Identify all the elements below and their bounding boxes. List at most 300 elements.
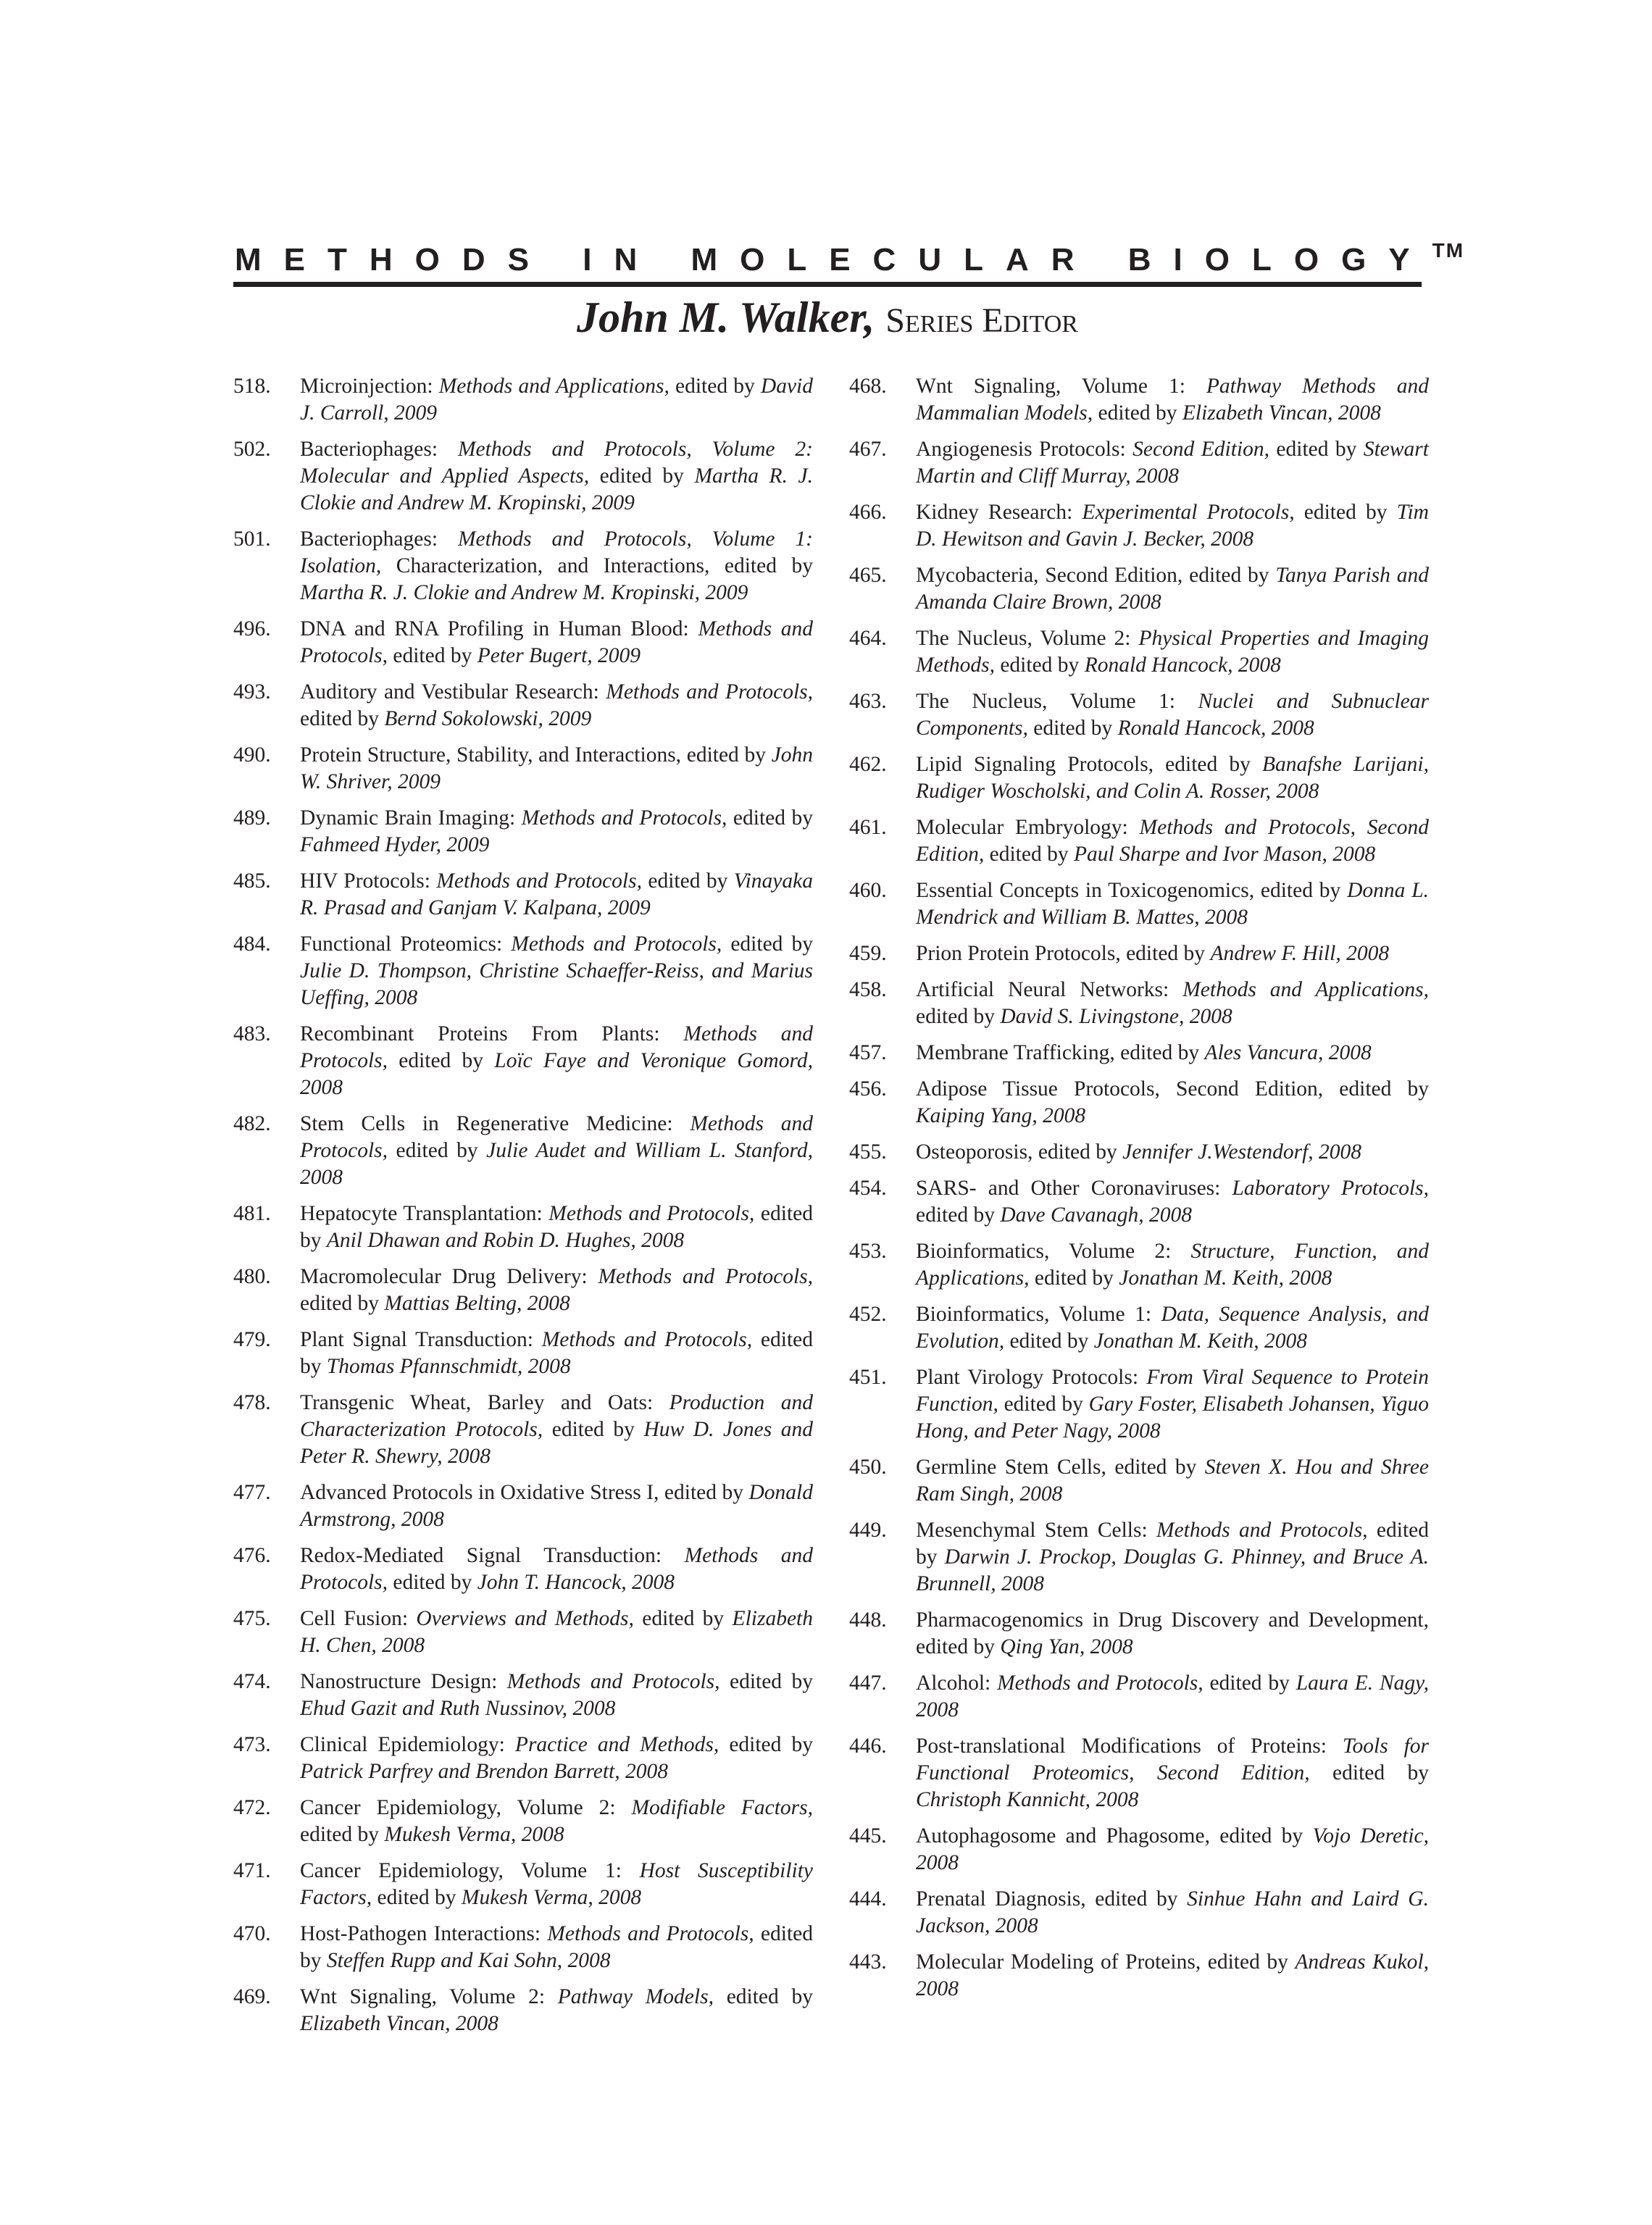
entry-subtitle: Methods and Protocols, xyxy=(511,932,722,956)
entry-editors: Julie D. Thompson, Christine Schaeffer-Reiss, and Marius Ueffing, 2008 xyxy=(300,959,813,1009)
list-item xyxy=(233,1669,813,1722)
entry-text xyxy=(300,1479,813,1533)
entry-edited-by: edited by xyxy=(388,1571,477,1594)
entry-number: 444. xyxy=(849,1887,887,1911)
entry-edited-by: edited by xyxy=(727,806,813,830)
list-item xyxy=(233,1606,813,1659)
entry-editors: Julie Audet and William L. Stanford, 2008 xyxy=(300,1139,813,1189)
entry-editors: John W. Shriver, 2009 xyxy=(300,743,813,793)
entry-edited-by: edited by xyxy=(543,1418,644,1441)
entry-number: 483. xyxy=(233,1022,271,1045)
entry-title: Redox-Mediated Signal Transduction: xyxy=(300,1544,685,1567)
entry-edited-by: edited by xyxy=(1004,1329,1094,1353)
entry-title: Prion Protein Protocols, xyxy=(916,942,1121,965)
entry-text xyxy=(300,1669,813,1722)
entry-text xyxy=(916,1301,1429,1355)
entry-subtitle: Modifiable Factors, xyxy=(631,1796,813,1819)
entry-number: 475. xyxy=(233,1607,271,1630)
entry-text xyxy=(916,373,1429,427)
entry-text xyxy=(916,625,1429,679)
entry-text xyxy=(916,1886,1429,1940)
entry-number: 459. xyxy=(849,942,887,965)
entry-title: The Nucleus, Volume 1: xyxy=(916,690,1198,713)
entry-text xyxy=(300,868,813,922)
entry-edited-by: edited by xyxy=(916,1005,1001,1028)
entry-text xyxy=(916,1517,1429,1598)
entry-subtitle: Experimental Protocols, xyxy=(1082,501,1295,524)
entry-text xyxy=(300,1201,813,1254)
entry-subtitle: Methods and Protocols, xyxy=(521,806,727,830)
entry-subtitle: Host Susceptibility Factors, xyxy=(300,1859,813,1909)
entry-text xyxy=(916,877,1429,931)
entry-editors: Donald Armstrong, 2008 xyxy=(300,1481,813,1531)
entry-editors: Martha R. J. Clokie and Andrew M. Kropinski, 2009 xyxy=(300,581,748,604)
editor-name: John M. Walker, xyxy=(577,293,875,341)
entry-subtitle: Methods and Protocols, xyxy=(300,617,813,667)
entry-text xyxy=(300,1858,813,1911)
entry-edited-by: edited by xyxy=(1029,1266,1119,1290)
entry-title: Plant Signal Transduction: xyxy=(300,1328,542,1351)
entry-edited-by: edited by xyxy=(722,932,813,956)
entry-subtitle: Methods and Applications, xyxy=(438,375,669,398)
list-item xyxy=(233,679,813,732)
entry-number: 462. xyxy=(849,753,887,776)
entry-text xyxy=(916,1076,1429,1130)
entry-subtitle: Methods and Protocols, xyxy=(997,1671,1203,1695)
entry-title: Dynamic Brain Imaging: xyxy=(300,806,522,830)
entry-subtitle: Methods and Protocols, xyxy=(506,1670,720,1693)
list-item xyxy=(849,499,1429,553)
entry-text xyxy=(916,499,1429,553)
entry-number: 482. xyxy=(233,1112,271,1135)
list-item xyxy=(233,1327,813,1380)
series-title xyxy=(235,239,1465,278)
entry-editors: Laura E. Nagy, 2008 xyxy=(916,1671,1429,1721)
entry-text xyxy=(916,1040,1429,1066)
list-item xyxy=(849,1949,1429,2003)
entry-text xyxy=(300,742,813,796)
entry-subtitle: Production and Characterization Protocols, xyxy=(300,1391,813,1441)
entry-text xyxy=(916,1670,1429,1724)
entry-edited-by: edited by xyxy=(1323,1077,1429,1101)
list-item xyxy=(849,1175,1429,1229)
list-item xyxy=(233,1479,813,1533)
list-item xyxy=(849,751,1429,805)
entry-editors: Thomas Pfannschmidt, 2008 xyxy=(326,1355,571,1378)
entry-title: Host-Pathogen Interactions: xyxy=(300,1922,548,1945)
entry-editors: John T. Hancock, 2008 xyxy=(477,1571,675,1594)
entry-title: Prenatal Diagnosis, xyxy=(916,1887,1086,1911)
list-item xyxy=(849,1364,1429,1445)
entry-edited-by: edited by xyxy=(719,1670,814,1693)
entry-editors: Martha R. J. Clokie and Andrew M. Kropinski, 2009 xyxy=(300,464,813,514)
entry-edited-by: edited by xyxy=(719,1733,813,1756)
entry-edited-by: edited by xyxy=(300,707,385,730)
entry-editors: David J. Carroll, 2009 xyxy=(300,375,813,425)
entry-title: Cancer Epidemiology, Volume 1: xyxy=(300,1859,640,1882)
entry-edited-by: edited by xyxy=(1093,401,1182,425)
entry-edited-by: edited by xyxy=(984,843,1074,866)
entry-title: Lipid Signaling Protocols, xyxy=(916,753,1154,776)
entry-editors: Mukesh Verma, 2008 xyxy=(461,1886,642,1909)
entry-text xyxy=(916,562,1429,616)
entry-subtitle: Methods and Protocols, Volume 1: Isolation, xyxy=(300,527,813,577)
list-item xyxy=(849,1238,1429,1292)
entry-editors: Stewart Martin and Cliff Murray, 2008 xyxy=(916,438,1429,488)
entry-number: 478. xyxy=(233,1391,271,1414)
entry-edited-by: edited by xyxy=(1114,1041,1205,1064)
entry-edited-by: edited by xyxy=(916,1635,1001,1658)
list-item xyxy=(849,1517,1429,1598)
entry-title: SARS- and Other Coronaviruses: xyxy=(916,1177,1232,1200)
entry-number: 451. xyxy=(849,1366,887,1389)
entry-title: Stem Cells in Regenerative Medicine: xyxy=(300,1112,691,1135)
entry-editors: Paul Sharpe and Ivor Mason, 2008 xyxy=(1073,843,1376,866)
entry-number: 502. xyxy=(233,438,271,461)
list-item xyxy=(849,688,1429,742)
entry-editors: Darwin J. Prockop, Douglas G. Phinney, and Bruce A. Brunnell, 2008 xyxy=(916,1545,1430,1595)
entry-subtitle: Methods and Protocols, xyxy=(436,869,642,893)
entry-edited-by: Characterization, and Interactions, edited by xyxy=(381,554,813,577)
entry-edited-by: edited by xyxy=(1032,1140,1123,1164)
entry-number: 461. xyxy=(849,816,887,839)
entry-edited-by: edited by xyxy=(300,1202,813,1252)
entry-number: 489. xyxy=(233,806,271,830)
entry-edited-by: edited by xyxy=(641,869,734,893)
list-item xyxy=(233,868,813,922)
entry-editors: Andreas Kukol, 2008 xyxy=(916,1950,1429,2000)
entry-title: Nanostructure Design: xyxy=(300,1670,507,1693)
list-item xyxy=(849,625,1429,679)
entry-editors: Loïc Faye and Veronique Gomord, 2008 xyxy=(300,1049,813,1099)
entry-number: 490. xyxy=(233,743,271,767)
entry-text xyxy=(300,1021,813,1101)
entry-number: 458. xyxy=(849,978,887,1001)
entry-subtitle: Pathway Methods and Mammalian Models, xyxy=(916,375,1429,425)
entry-editors: Huw D. Jones and Peter R. Shewry, 2008 xyxy=(300,1418,813,1468)
entry-text xyxy=(300,805,813,859)
entry-number: 454. xyxy=(849,1177,887,1200)
list-item xyxy=(849,373,1429,427)
entry-title: Cancer Epidemiology, Volume 2: xyxy=(300,1796,632,1819)
list-item xyxy=(849,977,1429,1030)
entry-editors: David S. Livingstone, 2008 xyxy=(1000,1005,1232,1028)
entry-number: 471. xyxy=(233,1859,271,1882)
entry-edited-by: edited by xyxy=(916,1203,1001,1227)
entry-edited-by: edited by xyxy=(994,654,1085,677)
entry-subtitle: Methods and Protocols, xyxy=(541,1328,753,1351)
entry-title: Bacteriophages: xyxy=(300,438,458,461)
entry-text xyxy=(300,373,813,427)
entry-title: Transgenic Wheat, Barley and Oats: xyxy=(300,1391,669,1414)
list-item xyxy=(849,1886,1429,1940)
list-item xyxy=(849,814,1429,868)
list-item xyxy=(849,1301,1429,1355)
entry-number: 476. xyxy=(233,1544,271,1567)
entry-text xyxy=(300,679,813,732)
series-title-text: METHODS IN MOLECULAR BIOLOGY xyxy=(235,242,1432,277)
entry-subtitle: Laboratory Protocols, xyxy=(1232,1177,1429,1200)
entry-editors: Dave Cavanagh, 2008 xyxy=(1000,1203,1192,1227)
entry-text xyxy=(916,751,1429,805)
entry-text xyxy=(916,940,1429,967)
list-item xyxy=(233,1921,813,1974)
left-column xyxy=(233,373,813,2047)
entry-editors: Steven X. Hou and Shree Ram Singh, 2008 xyxy=(916,1456,1430,1506)
list-item xyxy=(849,1040,1429,1066)
entry-edited-by: edited by xyxy=(1254,879,1348,902)
entry-editors: Elizabeth Vincan, 2008 xyxy=(1182,401,1381,425)
entry-title: Bacteriophages: xyxy=(300,527,458,551)
entry-number: 455. xyxy=(849,1140,887,1164)
entry-subtitle: Methods and Protocols, xyxy=(606,680,813,704)
entry-title: Angiogenesis Protocols: xyxy=(916,438,1133,461)
entry-subtitle: Second Edition, xyxy=(1132,438,1269,461)
entry-title: Adipose Tissue Protocols, Second Edition, xyxy=(916,1077,1324,1101)
entry-editors: Peter Bugert, 2009 xyxy=(477,644,641,667)
entry-subtitle: Structure, Function, and Applications, xyxy=(916,1240,1430,1290)
entry-editors: Elizabeth H. Chen, 2008 xyxy=(300,1607,813,1657)
entry-number: 446. xyxy=(849,1735,887,1758)
entry-title: The Nucleus, Volume 2: xyxy=(916,627,1139,650)
entry-edited-by: edited by xyxy=(1085,1887,1188,1911)
list-item xyxy=(849,877,1429,931)
entry-text xyxy=(300,1327,813,1380)
entry-editors: Tim D. Hewitson and Gavin J. Becker, 2008 xyxy=(916,501,1429,551)
entry-title: DNA and RNA Profiling in Human Blood: xyxy=(300,617,698,640)
entry-number: 477. xyxy=(233,1481,271,1504)
entry-edited-by: edited by xyxy=(388,1049,495,1072)
entry-text xyxy=(300,931,813,1011)
entry-edited-by: edited by xyxy=(1182,564,1276,587)
entry-title: Clinical Epidemiology: xyxy=(300,1733,515,1756)
entry-title: Bioinformatics, Volume 2: xyxy=(916,1240,1191,1263)
entry-editors: Vinayaka R. Prasad and Ganjam V. Kalpana, 2009 xyxy=(300,869,813,919)
list-item xyxy=(233,742,813,796)
entry-text xyxy=(916,1949,1429,2003)
entry-editors: Mukesh Verma, 2008 xyxy=(384,1823,564,1846)
entry-number: 445. xyxy=(849,1824,887,1848)
entry-title: Osteoporosis, xyxy=(916,1140,1033,1164)
entry-title: Germline Stem Cells, xyxy=(916,1456,1106,1479)
entry-subtitle: Methods and Protocols, xyxy=(1156,1519,1368,1542)
entry-subtitle: Methods and Protocols, xyxy=(300,1112,813,1162)
entry-subtitle: Methods and Protocols, xyxy=(300,1544,813,1594)
entry-number: 474. xyxy=(233,1670,271,1693)
list-item xyxy=(233,1264,813,1317)
entry-subtitle: Overviews and Methods, xyxy=(416,1607,634,1630)
entry-subtitle: Data, Sequence Analysis, and Evolution, xyxy=(916,1303,1429,1353)
entry-title: Mycobacteria, Second Edition, xyxy=(916,564,1183,587)
entry-number: 481. xyxy=(233,1202,271,1225)
entry-title: Autophagosome and Phagosome, xyxy=(916,1824,1210,1848)
list-item xyxy=(849,562,1429,616)
entry-title: Membrane Trafficking, xyxy=(916,1041,1115,1064)
entry-editors: Ronald Hancock, 2008 xyxy=(1117,717,1314,740)
entry-edited-by: edited by xyxy=(388,1139,487,1162)
entry-number: 472. xyxy=(233,1796,271,1819)
entry-number: 453. xyxy=(849,1240,887,1263)
entry-number: 480. xyxy=(233,1265,271,1288)
entry-subtitle: Methods and Protocols, xyxy=(300,1022,813,1072)
entry-subtitle: Methods and Protocols, xyxy=(547,1922,754,1945)
list-item xyxy=(233,931,813,1011)
list-item xyxy=(849,1139,1429,1166)
entry-editors: Christoph Kannicht, 2008 xyxy=(916,1788,1139,1811)
entry-number: 464. xyxy=(849,627,887,650)
entry-text xyxy=(300,1111,813,1191)
entry-editors: Banafshe Larijani, Rudiger Woscholski, and Colin A. Rosser, 2008 xyxy=(916,753,1430,803)
entry-title: Post-translational Modifications of Proteins: xyxy=(916,1735,1343,1758)
entry-number: 468. xyxy=(849,375,887,398)
list-item xyxy=(233,1795,813,1848)
header-rule xyxy=(233,282,1422,287)
entry-edited-by: edited by xyxy=(1106,1456,1205,1479)
list-item xyxy=(849,1670,1429,1724)
entry-number: 447. xyxy=(849,1671,887,1695)
entry-text xyxy=(300,1390,813,1470)
entry-text xyxy=(300,1543,813,1596)
list-item xyxy=(849,1733,1429,1813)
entry-subtitle: From Viral Sequence to Protein Function, xyxy=(916,1366,1430,1416)
editor-role: Series Editor xyxy=(885,301,1078,340)
entry-title: Macromolecular Drug Delivery: xyxy=(300,1265,598,1288)
entry-editors: Tanya Parish and Amanda Claire Brown, 2008 xyxy=(916,564,1429,614)
entry-editors: Jonathan M. Keith, 2008 xyxy=(1093,1329,1307,1353)
entry-title: Auditory and Vestibular Research: xyxy=(300,680,606,704)
entry-text xyxy=(300,1732,813,1785)
entry-editors: Gary Foster, Elisabeth Johansen, Yiguo Hong, and Peter Nagy, 2008 xyxy=(916,1393,1429,1443)
entry-editors: Patrick Parfrey and Brendon Barrett, 2008 xyxy=(300,1760,668,1783)
entry-number: 479. xyxy=(233,1328,271,1351)
entry-title: Cell Fusion: xyxy=(300,1607,417,1630)
entry-text xyxy=(916,1823,1429,1877)
entry-edited-by: edited by xyxy=(300,1328,813,1378)
entry-edited-by: edited by xyxy=(713,1985,813,2008)
entry-editors: Vojo Deretic, 2008 xyxy=(916,1824,1429,1874)
entry-number: 484. xyxy=(233,932,271,956)
entry-text xyxy=(916,1607,1429,1661)
list-item xyxy=(233,805,813,859)
entry-title: Plant Virology Protocols: xyxy=(916,1366,1147,1389)
list-item xyxy=(849,1823,1429,1877)
list-item xyxy=(233,1201,813,1254)
list-item xyxy=(233,1111,813,1191)
entry-editors: Ales Vancura, 2008 xyxy=(1204,1041,1372,1064)
entry-editors: Qing Yan, 2008 xyxy=(1000,1635,1133,1658)
entry-subtitle: Methods and Protocols, Volume 2: Molecular and Applied Aspects, xyxy=(300,438,813,488)
list-item xyxy=(233,1732,813,1785)
entry-text xyxy=(916,814,1429,868)
entry-text xyxy=(916,436,1429,490)
list-item xyxy=(233,616,813,669)
entry-edited-by: edited by xyxy=(300,1922,813,1972)
entry-edited-by: edited by xyxy=(372,1886,462,1909)
entry-number: 457. xyxy=(849,1041,887,1064)
entry-edited-by: edited by xyxy=(589,464,695,488)
entry-text xyxy=(916,1733,1429,1813)
entry-title: Hepatocyte Transplantation: xyxy=(300,1202,549,1225)
entry-text xyxy=(916,1139,1429,1166)
list-item xyxy=(849,1076,1429,1130)
list-item xyxy=(233,1543,813,1596)
entry-edited-by: edited by xyxy=(681,743,772,767)
entry-text xyxy=(916,1175,1429,1229)
entry-number: 470. xyxy=(233,1922,271,1945)
entry-title: Artificial Neural Networks: xyxy=(916,978,1183,1001)
entry-title: Mesenchymal Stem Cells: xyxy=(916,1519,1157,1542)
entry-number: 493. xyxy=(233,680,271,704)
entry-title: Essential Concepts in Toxicogenomics, xyxy=(916,879,1255,902)
entry-title: HIV Protocols: xyxy=(300,869,437,893)
right-column xyxy=(849,373,1429,2012)
entry-title: Pharmacogenomics in Drug Discovery and Development, xyxy=(916,1608,1429,1632)
entry-text xyxy=(300,1921,813,1974)
entry-number: 469. xyxy=(233,1985,271,2008)
list-item xyxy=(233,526,813,606)
entry-number: 463. xyxy=(849,690,887,713)
list-item xyxy=(233,1984,813,2037)
entry-editors: Bernd Sokolowski, 2009 xyxy=(384,707,592,730)
entry-number: 456. xyxy=(849,1077,887,1101)
entry-edited-by: edited by xyxy=(1309,1761,1429,1784)
entry-title: Advanced Protocols in Oxidative Stress I, xyxy=(300,1481,659,1504)
entry-text xyxy=(300,1606,813,1659)
entry-subtitle: Practice and Methods, xyxy=(514,1733,719,1756)
entry-number: 473. xyxy=(233,1733,271,1756)
entry-title: Kidney Research: xyxy=(916,501,1082,524)
entry-title: Microinjection: xyxy=(300,375,439,398)
entry-subtitle: Methods and Protocols, xyxy=(548,1202,755,1225)
list-item xyxy=(849,1454,1429,1508)
entry-text xyxy=(916,1238,1429,1292)
entry-number: 518. xyxy=(233,375,271,398)
series-editor xyxy=(233,293,1422,343)
entry-text xyxy=(916,1454,1429,1508)
entry-editors: Jennifer J.Westendorf, 2008 xyxy=(1122,1140,1362,1164)
entry-editors: Ronald Hancock, 2008 xyxy=(1084,654,1281,677)
list-item xyxy=(849,940,1429,967)
entry-number: 452. xyxy=(849,1303,887,1326)
entry-title: Recombinant Proteins From Plants: xyxy=(300,1022,684,1045)
entry-subtitle: Methods and Protocols, xyxy=(598,1265,813,1288)
entry-edited-by: edited by xyxy=(659,1481,749,1504)
entry-title: Wnt Signaling, Volume 2: xyxy=(300,1985,558,2008)
entry-number: 467. xyxy=(849,438,887,461)
entry-edited-by: edited by xyxy=(300,1823,385,1846)
entry-title: Molecular Modeling of Proteins, xyxy=(916,1950,1201,1974)
list-item xyxy=(849,436,1429,490)
entry-editors: Elizabeth Vincan, 2008 xyxy=(300,2012,498,2035)
entry-text xyxy=(300,1264,813,1317)
entry-text xyxy=(916,1364,1429,1445)
entry-title: Protein Structure, Stability, and Interactions, xyxy=(300,743,682,767)
entry-edited-by: edited by xyxy=(633,1607,733,1630)
entry-editors: Donna L. Mendrick and William B. Mattes, 2008 xyxy=(916,879,1429,929)
entry-edited-by: edited by xyxy=(1120,942,1211,965)
entry-subtitle: Methods and Applications, xyxy=(1182,978,1429,1001)
entry-text xyxy=(916,977,1429,1030)
entry-text xyxy=(300,526,813,606)
entry-number: 466. xyxy=(849,501,887,524)
entry-subtitle: Tools for Functional Proteomics, Second Edition, xyxy=(916,1735,1429,1784)
entry-subtitle: Nuclei and Subnuclear Components, xyxy=(916,690,1429,740)
entry-subtitle: Physical Properties and Imaging Methods, xyxy=(916,627,1429,677)
entry-title: Functional Proteomics: xyxy=(300,932,512,956)
entry-subtitle: Pathway Models, xyxy=(557,1985,714,2008)
entry-number: 448. xyxy=(849,1608,887,1632)
entry-number: 449. xyxy=(849,1519,887,1542)
